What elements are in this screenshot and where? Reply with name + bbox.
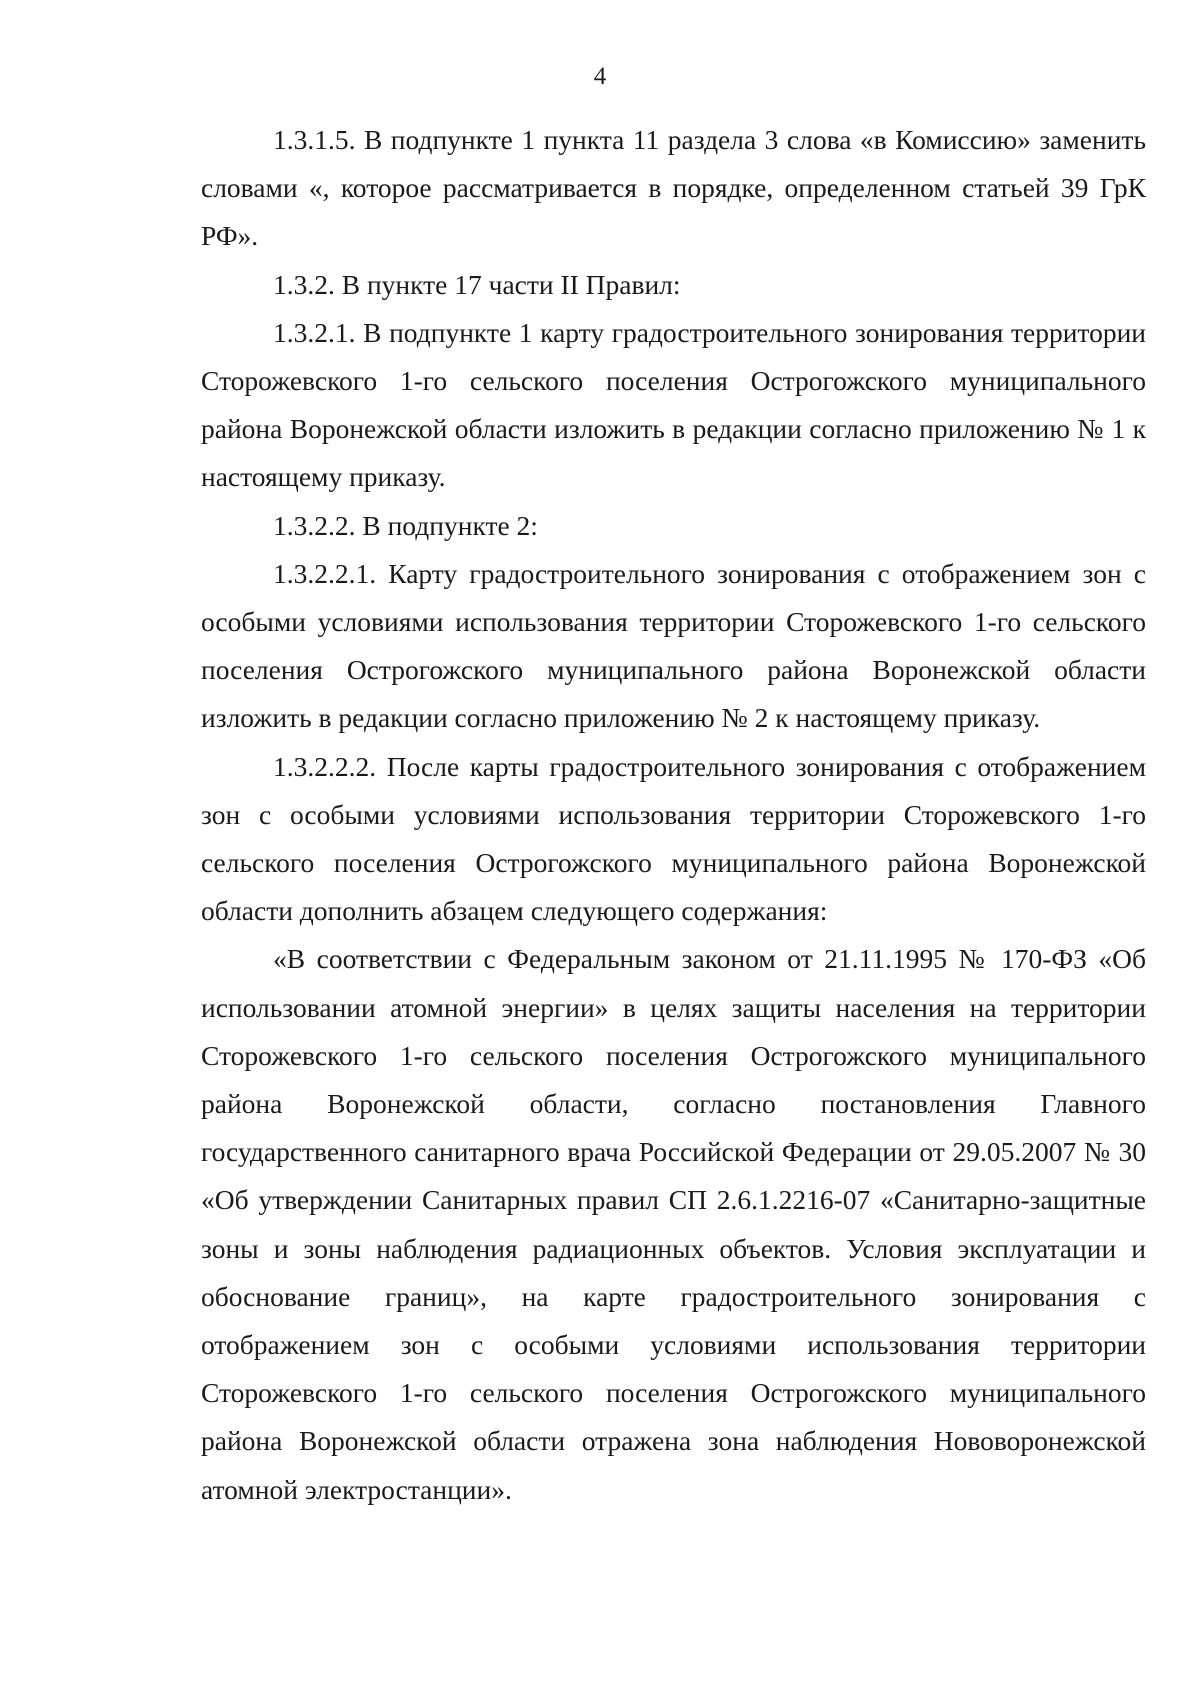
paragraph-1-3-2-2-1: 1.3.2.2.1. Карту градостроительного зонирования с отображением зон с особыми условиями использования территории Сторожевского 1-го сельского поселения Острогожского муниципального района Воронежской области изложить в редакции согласно приложению № 2 к настоящему приказу.: [201, 557, 1146, 734]
paragraph-1-3-2: 1.3.2. В пункте 17 части II Правил:: [273, 268, 681, 300]
document-body: [201, 116, 1146, 1514]
paragraph-1-3-2-2: 1.3.2.2. В подпункте 2:: [273, 509, 538, 541]
quoted-amendment-paragraph: «В соответствии с Федеральным законом от 21.11.1995 № 170-ФЗ «Об использовании атомной энергии» в целях защиты населения на территории Сторожевского 1-го сельского поселения Острогожского муниципального района Воронежской области, согласно постановления Главного государственного санитарного врача Российской Федерации от 29.05.2007 № 30 «Об утверждении Санитарных правил СП 2.6.1.2216-07 «Санитарно-защитные зоны и зоны наблюдения радиационных объектов. Условия эксплуатации и обоснование границ», на карте градостроительного зонирования с отображением зон с особыми условиями использования территории Сторожевского 1-го сельского поселения Острогожского муниципального района Воронежской области отражена зона наблюдения Нововоронежской атомной электростанции».: [201, 943, 1146, 1505]
page-number: 4: [593, 63, 607, 90]
paragraph-1-3-2-2-2: 1.3.2.2.2. После карты градостроительного зонирования с отображением зон с особыми условиями использования территории Сторожевского 1-го сельского поселения Острогожского муниципального района Воронежской области дополнить абзацем следующего содержания:: [201, 750, 1146, 927]
paragraph-1-3-2-1: 1.3.2.1. В подпункте 1 карту градостроительного зонирования территории Сторожевского 1-го сельского поселения Острогожского муниципального района Воронежской области изложить в редакции согласно приложению № 1 к настоящему приказу.: [201, 316, 1146, 493]
paragraph-1-3-1-5: 1.3.1.5. В подпункте 1 пункта 11 раздела 3 слова «в Комиссию» заменить словами «, которое рассматривается в порядке, определенном статьей 39 ГрК РФ».: [201, 124, 1146, 252]
